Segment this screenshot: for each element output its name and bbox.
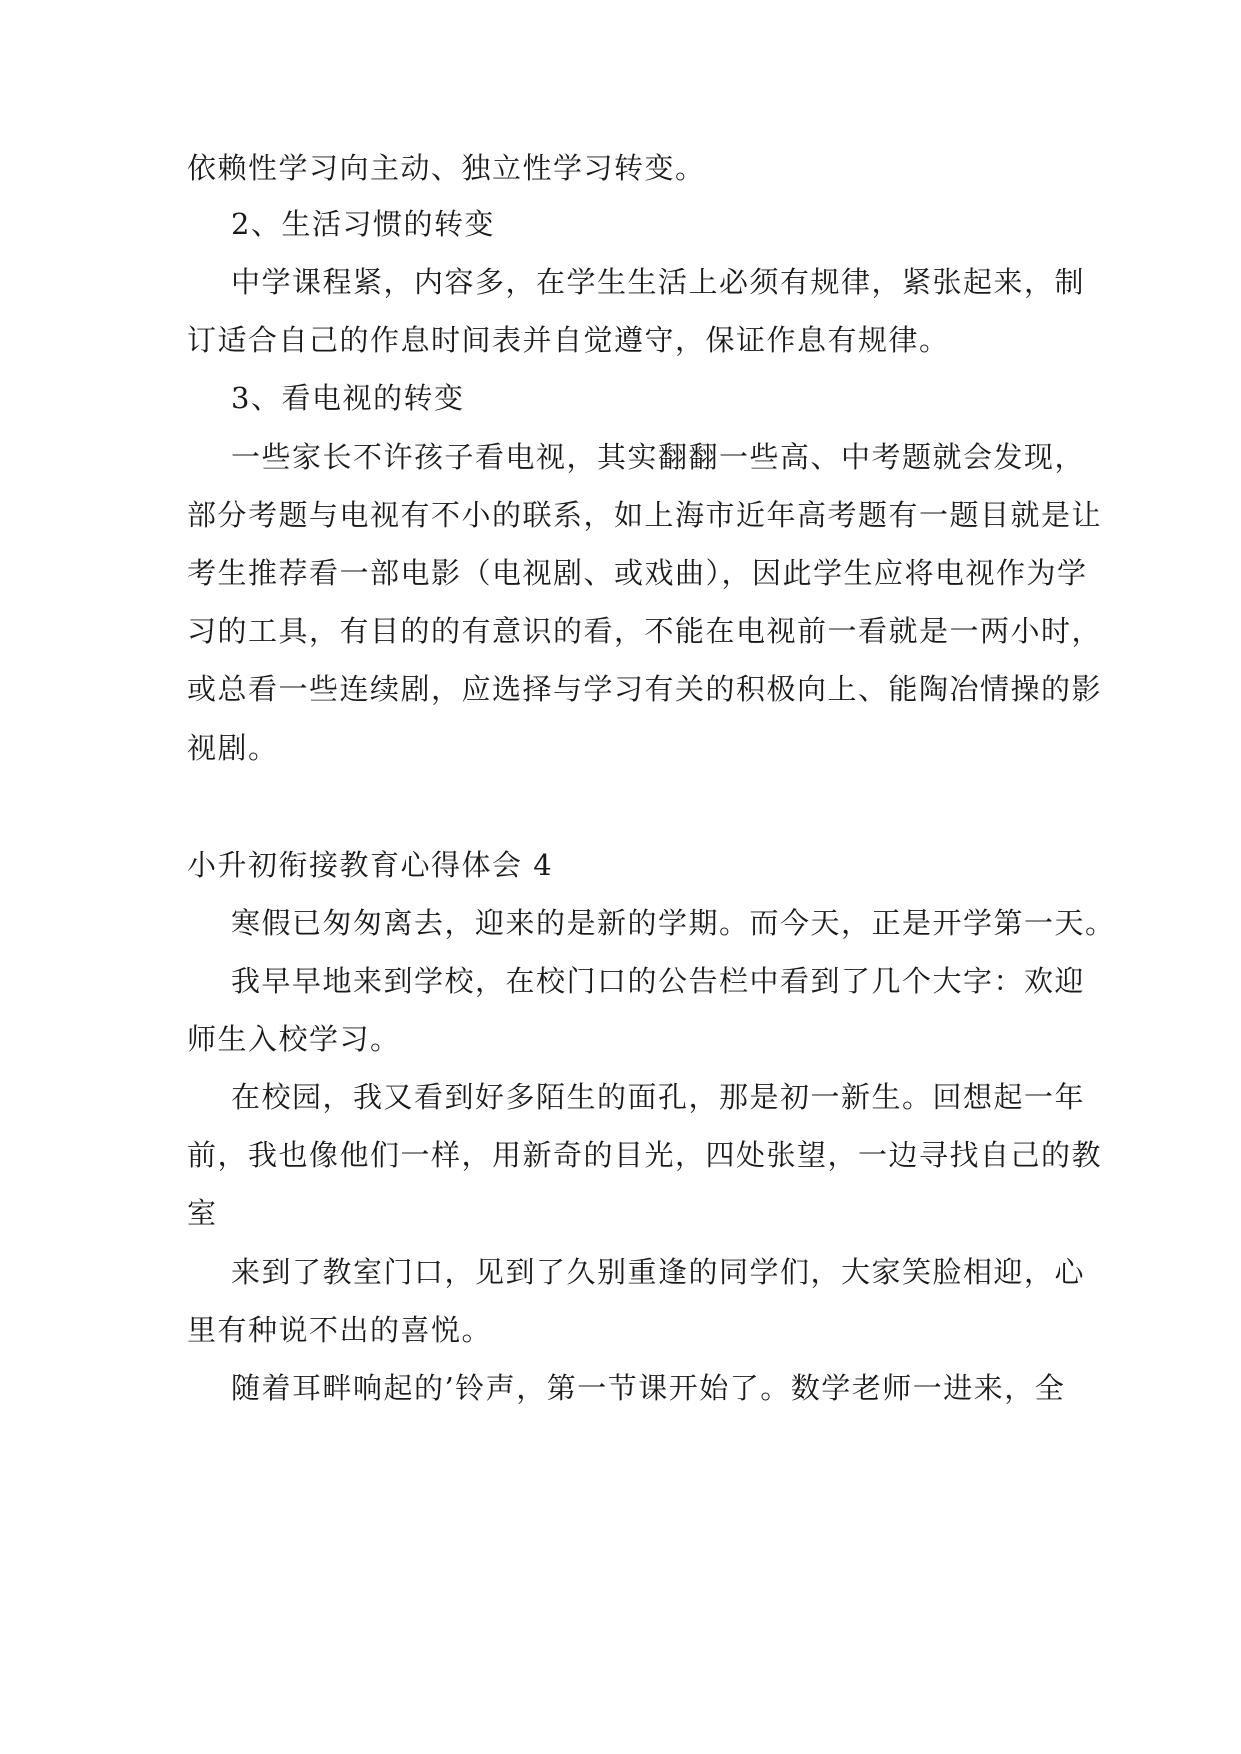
paragraph-line: 订适合自己的作息时间表并自觉遵守，保证作息有规律。 [187,323,950,357]
paragraph-line: 室 [187,1196,218,1230]
paragraph-line: 考生推荐看一部电影（电视剧、或戏曲），因此学生应将电视作为学 [187,556,1088,590]
paragraph-line: 习的工具，有目的的有意识的看，不能在电视前一看就是一两小时， [187,614,1103,648]
paragraph-line: 我早早地来到学校，在校门口的公告栏中看到了几个大字：欢迎 [231,964,1086,998]
paragraph-line: 一些家长不许孩子看电视，其实翻翻一些高、中考题就会发现， [231,440,1086,474]
paragraph-line: 师生入校学习。 [187,1022,401,1056]
paragraph-line: 前，我也像他们一样，用新奇的目光，四处张望，一边寻找自己的教 [187,1138,1103,1172]
paragraph-line: 在校园，我又看到好多陌生的面孔，那是初一新生。回想起一年 [231,1080,1086,1114]
paragraph-line: 来到了教室门口，见到了久别重逢的同学们，大家笑脸相迎，心 [231,1255,1086,1289]
article-title: 小升初衔接教育心得体会 4 [187,848,554,882]
paragraph-line: 视剧。 [187,731,279,765]
section-heading: 3、看电视的转变 [231,381,465,415]
paragraph-line: 部分考题与电视有不小的联系，如上海市近年高考题有一题目就是让 [187,498,1103,532]
paragraph-line: 依赖性学习向主动、独立性学习转变。 [187,151,706,185]
paragraph-line: 里有种说不出的喜悦。 [187,1313,493,1347]
section-heading: 2、生活习惯的转变 [231,207,495,241]
paragraph-line: 随着耳畔响起的’铃声，第一节课开始了。数学老师一进来，全 [231,1371,1066,1405]
paragraph-line: 寒假已匆匆离去，迎来的是新的学期。而今天，正是开学第一天。 [231,906,1116,940]
paragraph-line: 中学课程紧，内容多，在学生生活上必须有规律，紧张起来，制 [231,265,1086,299]
paragraph-line: 或总看一些连续剧，应选择与学习有关的积极向上、能陶冶情操的影 [187,672,1103,706]
